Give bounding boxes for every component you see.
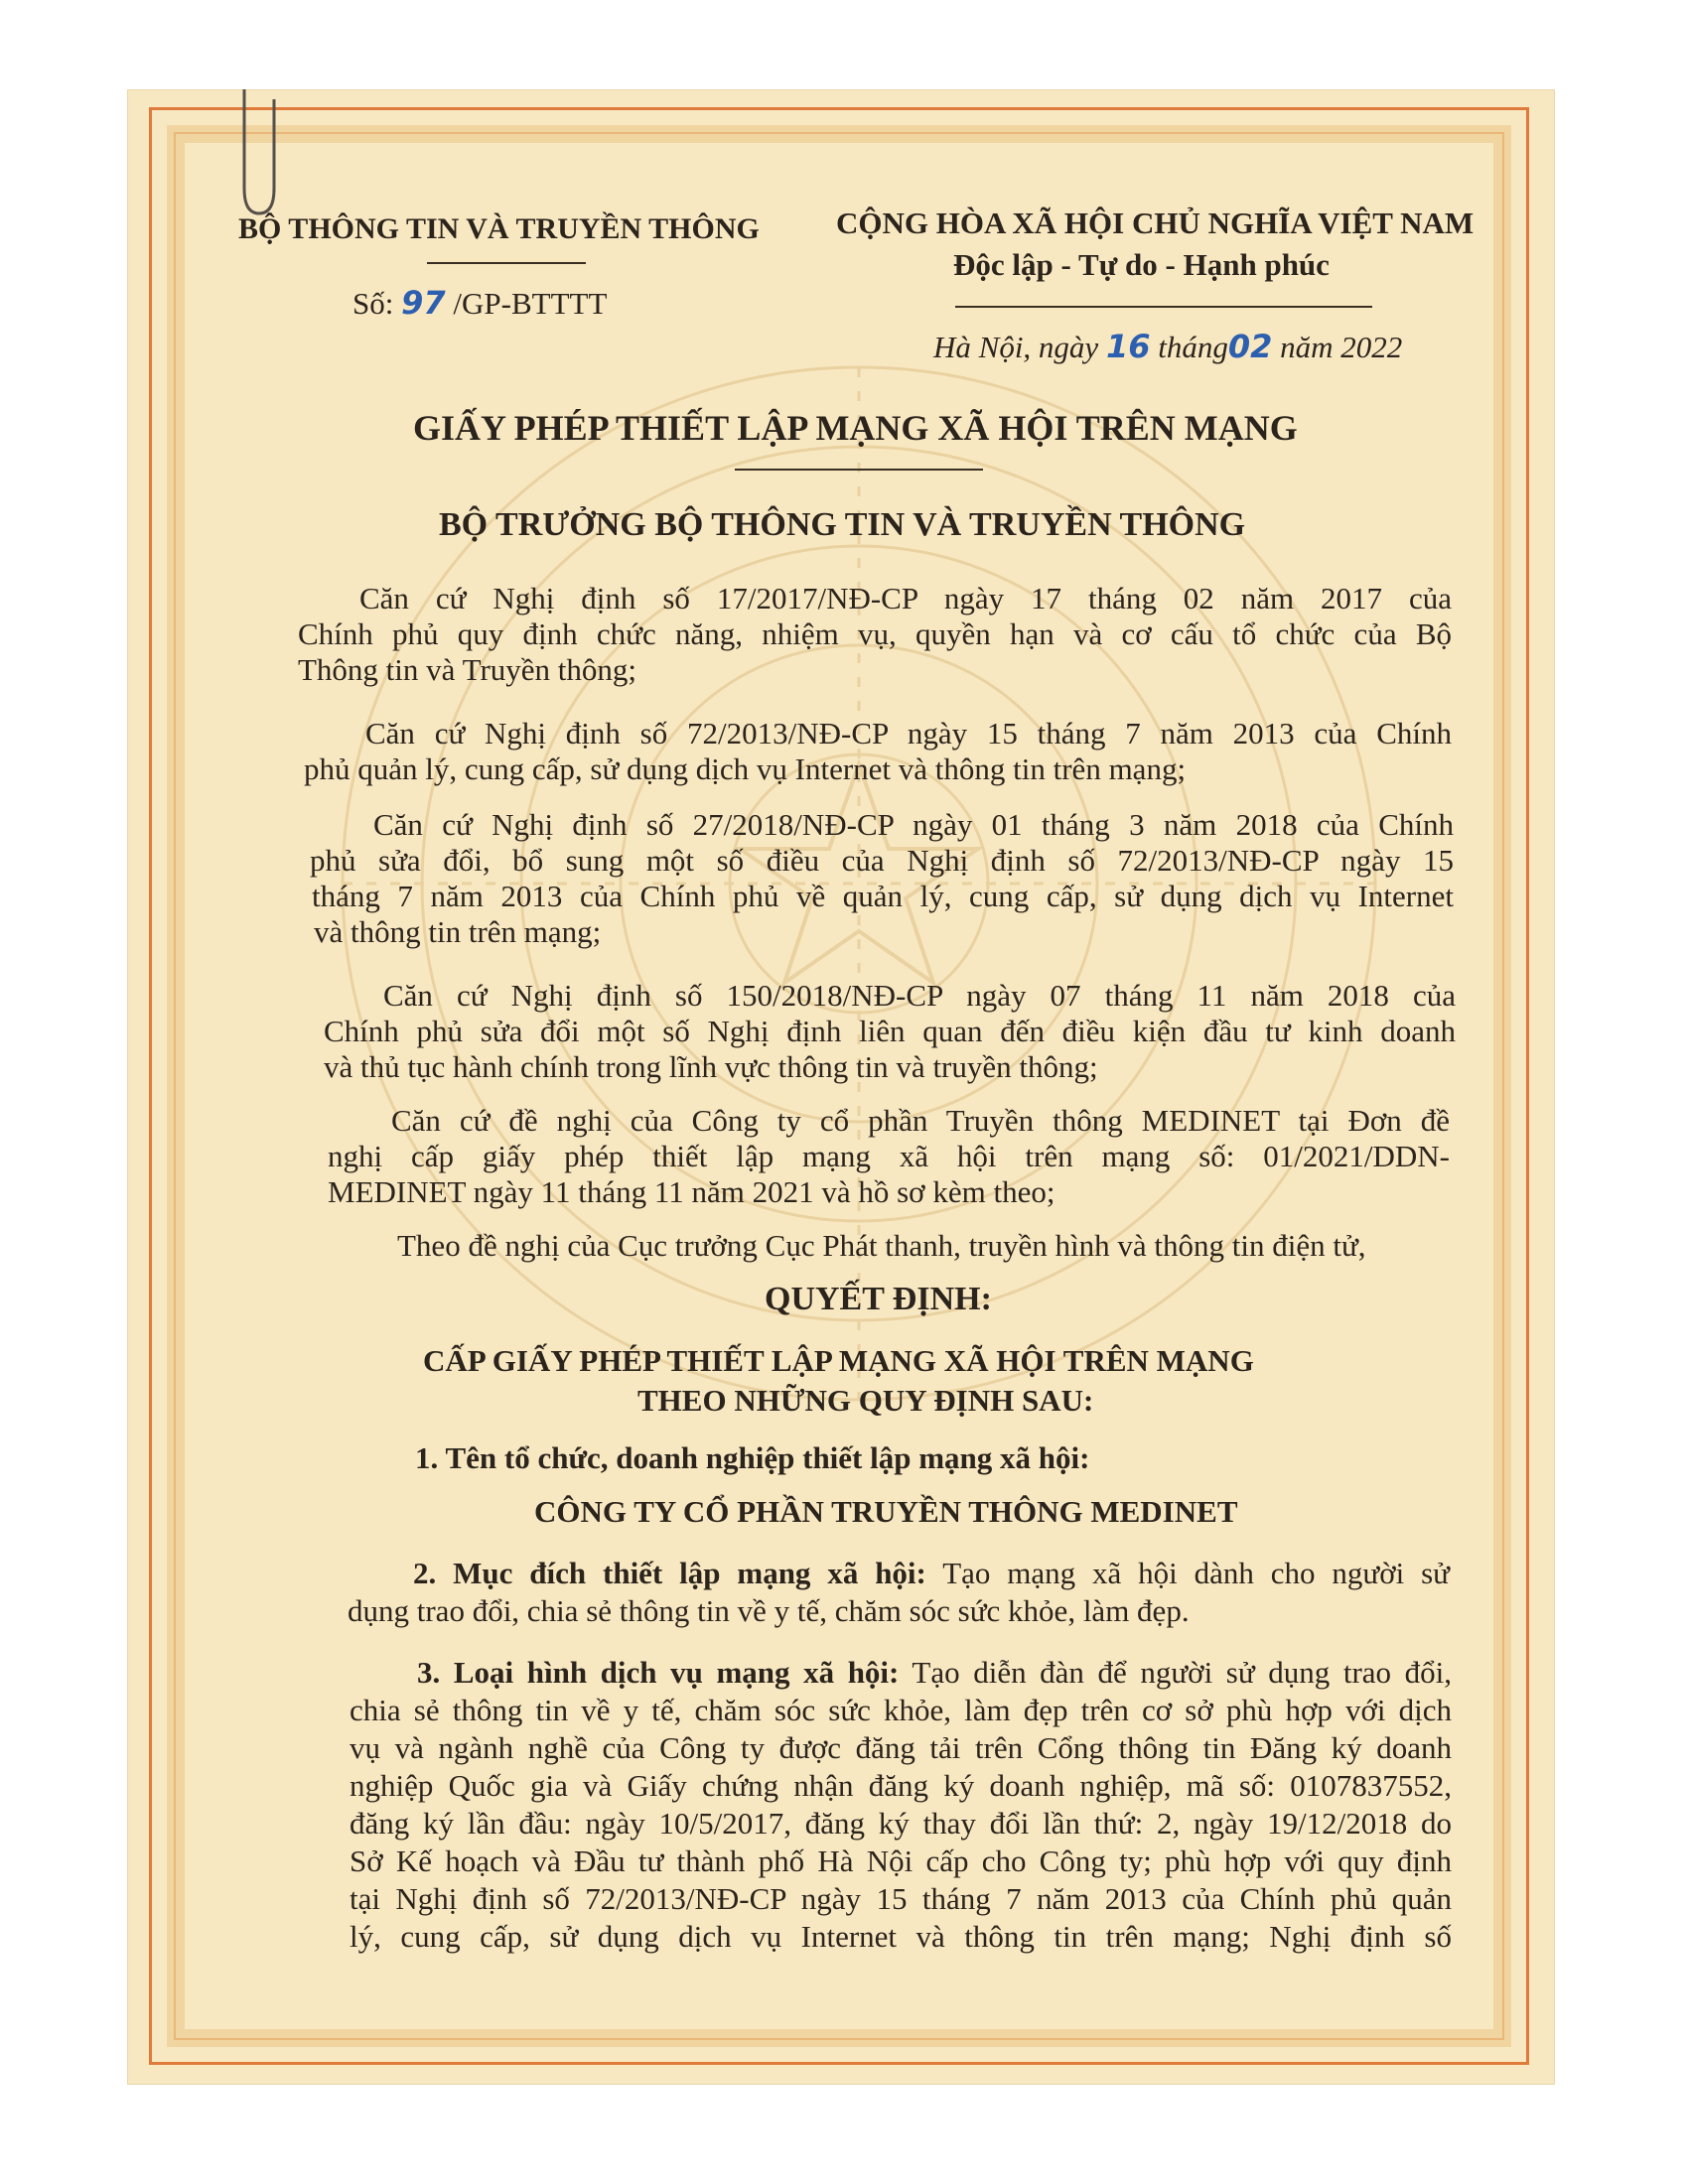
item-3-line: tại Nghị định số 72/2013/NĐ-CP ngày 15 tháng 7 năm 2013 của Chính phủ quản	[350, 1881, 1452, 1916]
decision-subheading-2: THEO NHỮNG QUY ĐỊNH SAU:	[637, 1383, 1094, 1418]
preamble-line: MEDINET ngày 11 tháng 11 năm 2021 và hồ sơ kèm theo;	[328, 1174, 1055, 1209]
preamble-line: Căn cứ Nghị định số 17/2017/NĐ-CP ngày 17 tháng 02 năm 2017 của	[359, 581, 1452, 615]
preamble-line: phủ sửa đổi, bổ sung một số điều của Nghị định số 72/2013/NĐ-CP ngày 15	[310, 843, 1454, 878]
motto-underline	[955, 306, 1372, 308]
ministry-underline	[427, 262, 586, 264]
item-3-line: vụ và ngành nghề của Công ty được đăng tải trên Cổng thông tin Đăng ký doanh	[350, 1730, 1452, 1765]
preamble-line: Căn cứ Nghị định số 72/2013/NĐ-CP ngày 15 tháng 7 năm 2013 của Chính	[365, 716, 1452, 751]
preamble-line: phủ quản lý, cung cấp, sử dụng dịch vụ Internet và thông tin trên mạng;	[304, 751, 1187, 786]
item-3-line: chia sẻ thông tin về y tế, chăm sóc sức khỏe, làm đẹp trên cơ sở phù hợp với dịch	[350, 1693, 1452, 1727]
national-motto: Độc lập - Tự do - Hạnh phúc	[953, 247, 1330, 282]
preamble-line: Chính phủ sửa đổi một số Nghị định liên quan đến điều kiện đầu tư kinh doanh	[324, 1014, 1456, 1048]
issue-date: Hà Nội, ngày 16 tháng02 năm 2022	[933, 328, 1403, 365]
item-3-line: Sở Kế hoạch và Đầu tư thành phố Hà Nội cấp cho Công ty; phù hợp với quy định	[350, 1843, 1452, 1878]
preamble-line: Căn cứ Nghị định số 150/2018/NĐ-CP ngày 07 tháng 11 năm 2018 của	[383, 978, 1456, 1013]
item-2: 2. Mục đích thiết lập mạng xã hội: Tạo mạng xã hội dành cho người sử	[413, 1556, 1450, 1590]
country-name: CỘNG HÒA XÃ HỘI CHỦ NGHĨA VIỆT NAM	[836, 205, 1475, 240]
item-1-label: 1. Tên tổ chức, doanh nghiệp thiết lập mạng xã hội:	[415, 1440, 1090, 1475]
preamble-line: tháng 7 năm 2013 của Chính phủ về quản lý, cung cấp, sử dụng dịch vụ Internet	[312, 879, 1454, 913]
decision-heading: QUYẾT ĐỊNH:	[765, 1281, 992, 1317]
preamble-line: Căn cứ Nghị định số 27/2018/NĐ-CP ngày 01 tháng 3 năm 2018 của Chính	[373, 807, 1454, 842]
item-3-line: nghiệp Quốc gia và Giấy chứng nhận đăng ký doanh nghiệp, mã số: 0107837552,	[350, 1768, 1452, 1803]
preamble-line: Thông tin và Truyền thông;	[298, 652, 637, 687]
document-number-handwritten: 97	[401, 284, 446, 322]
item-2-line: dụng trao đổi, chia sẻ thông tin về y tế, chăm sóc sức khỏe, làm đẹp.	[348, 1593, 1190, 1628]
company-name: CÔNG TY CỔ PHẦN TRUYỀN THÔNG MEDINET	[534, 1494, 1238, 1529]
document-title: GIẤY PHÉP THIẾT LẬP MẠNG XÃ HỘI TRÊN MẠNG	[413, 408, 1298, 448]
item-3-line: đăng ký lần đầu: ngày 10/5/2017, đăng ký thay đổi lần thứ: 2, ngày 19/12/2018 do	[350, 1806, 1452, 1841]
ministry-name: BỘ THÔNG TIN VÀ TRUYỀN THÔNG	[238, 212, 760, 245]
preamble-line: Theo đề nghị của Cục trưởng Cục Phát thanh, truyền hình và thông tin điện tử,	[397, 1228, 1366, 1263]
title-underline	[735, 469, 983, 471]
preamble-line: và thủ tục hành chính trong lĩnh vực thông tin và truyền thông;	[324, 1049, 1098, 1084]
preamble-line: và thông tin trên mạng;	[314, 914, 602, 949]
preamble-line: Chính phủ quy định chức năng, nhiệm vụ, quyền hạn và cơ cấu tổ chức của Bộ	[298, 616, 1452, 651]
item-3-line: lý, cung cấp, sử dụng dịch vụ Internet và thông tin trên mạng; Nghị định số	[350, 1919, 1452, 1954]
document-number-label: Số: 97 /GP-BTTTT	[352, 284, 608, 322]
preamble-line: nghị cấp giấy phép thiết lập mạng xã hội trên mạng số: 01/2021/DDN-	[328, 1139, 1450, 1173]
decision-subheading-1: CẤP GIẤY PHÉP THIẾT LẬP MẠNG XÃ HỘI TRÊN MẠNG	[423, 1343, 1254, 1378]
item-3: 3. Loại hình dịch vụ mạng xã hội: Tạo diễn đàn để người sử dụng trao đổi,	[417, 1655, 1452, 1690]
issuing-authority: BỘ TRƯỞNG BỘ THÔNG TIN VÀ TRUYỀN THÔNG	[439, 506, 1246, 543]
preamble-line: Căn cứ đề nghị của Công ty cổ phần Truyền thông MEDINET tại Đơn đề	[391, 1103, 1450, 1138]
